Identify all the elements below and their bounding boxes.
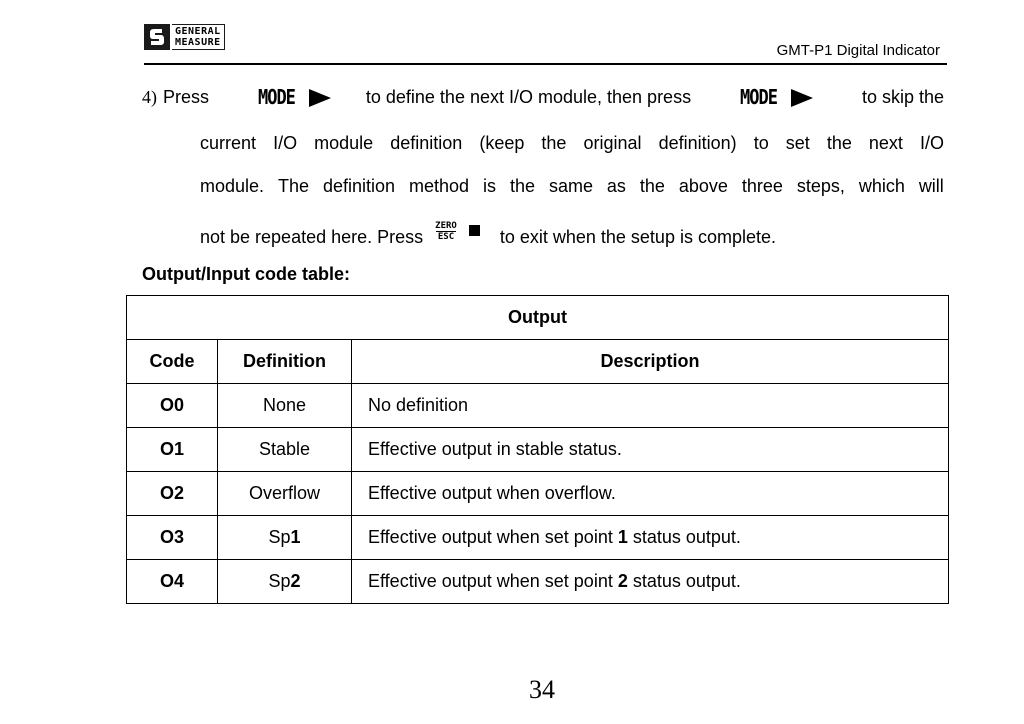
word: the	[639, 176, 665, 196]
description-number: 2	[617, 571, 628, 591]
section-header: Output	[127, 296, 949, 340]
word: definition	[322, 176, 396, 196]
word: module.	[200, 176, 265, 196]
word: definition	[390, 133, 463, 153]
cell-definition	[218, 560, 352, 604]
table-row	[127, 428, 949, 472]
logo-line-2: MEASURE	[175, 37, 221, 48]
description-number: 1	[617, 527, 628, 547]
word: will	[918, 176, 944, 196]
word: The	[278, 176, 310, 196]
word: three	[741, 176, 783, 196]
description-text: Effective output when overflow.	[368, 483, 616, 503]
column-header-description: Description	[352, 340, 949, 384]
cell-definition	[218, 384, 352, 428]
column-header-code: Code	[127, 340, 218, 384]
description-text: Effective output in stable status.	[368, 439, 622, 459]
definition-number: 2	[290, 571, 301, 591]
word: set	[785, 133, 810, 153]
word: same	[548, 176, 593, 196]
zero-label: ZERO	[435, 221, 457, 231]
table-row	[127, 516, 949, 560]
cell-description	[352, 516, 949, 560]
table-title: Output/Input code table:	[142, 264, 350, 284]
word: the	[826, 133, 852, 153]
line4-pre-text: not be repeated here. Press	[200, 227, 424, 247]
table-row	[127, 384, 949, 428]
step-line-1	[142, 87, 944, 108]
step-line-3	[200, 176, 944, 197]
cell-code: O0	[127, 384, 218, 428]
word: current	[200, 133, 257, 153]
step-line-2	[200, 133, 944, 154]
output-code-table	[126, 295, 949, 604]
definition-text: Overflow	[248, 483, 320, 503]
cell-description	[352, 384, 949, 428]
esc-label: ESC	[437, 232, 455, 242]
page-number: 34	[529, 675, 555, 704]
cell-description	[352, 560, 949, 604]
word: steps,	[796, 176, 845, 196]
description-text: Effective output when set point	[368, 527, 618, 547]
cell-code: O1	[127, 428, 218, 472]
table-section-header-row	[127, 296, 949, 340]
word: (keep	[479, 133, 525, 153]
right-triangle-icon	[791, 89, 813, 107]
press-text: Press	[163, 87, 210, 107]
word: I/O	[273, 133, 298, 153]
company-logo	[144, 24, 225, 50]
word: the	[541, 133, 567, 153]
define-next-text: to define the next I/O module, then press	[365, 87, 692, 107]
table-row	[127, 560, 949, 604]
word: original	[583, 133, 642, 153]
document-title: GMT-P1 Digital Indicator	[776, 42, 940, 59]
column-header-definition: Definition	[218, 340, 352, 384]
definition-number: 1	[290, 527, 301, 547]
logo-line-1: GENERAL	[175, 26, 221, 37]
word: the	[509, 176, 535, 196]
definition-text: None	[262, 395, 307, 415]
definition-text: Stable	[258, 439, 311, 459]
line4-post-text: to exit when the setup is complete.	[499, 227, 776, 247]
cell-definition	[218, 472, 352, 516]
cell-definition	[218, 428, 352, 472]
definition-text: Sp	[268, 571, 291, 591]
description-text: Effective output when set point	[368, 571, 618, 591]
cell-code: O2	[127, 472, 218, 516]
header-divider	[144, 63, 947, 65]
cell-code: O4	[127, 560, 218, 604]
skip-text: to skip the	[861, 87, 944, 107]
cell-description	[352, 472, 949, 516]
word: next	[868, 133, 903, 153]
word: is	[483, 176, 496, 196]
description-text: No definition	[368, 395, 469, 415]
description-text-end: status output.	[627, 527, 741, 547]
word: above	[678, 176, 728, 196]
description-text-end: status output.	[627, 571, 741, 591]
step-line-4	[200, 221, 776, 248]
step-number: 4)	[142, 87, 157, 107]
logo-wordmark	[172, 24, 225, 50]
logo-mark-icon	[144, 24, 170, 50]
word: definition)	[658, 133, 737, 153]
table-row	[127, 472, 949, 516]
definition-text: Sp	[268, 527, 291, 547]
square-icon	[469, 225, 480, 236]
word: method	[409, 176, 470, 196]
cell-definition	[218, 516, 352, 560]
table-column-header-row	[127, 340, 949, 384]
cell-code: O3	[127, 516, 218, 560]
mode-key-icon: MODE	[257, 85, 295, 110]
word: module	[314, 133, 374, 153]
zero-esc-key-icon	[435, 221, 457, 242]
word: to	[753, 133, 769, 153]
word: I/O	[919, 133, 944, 153]
mode-key-icon: MODE	[740, 85, 777, 110]
word: as	[606, 176, 626, 196]
right-triangle-icon	[309, 89, 331, 107]
word: which	[858, 176, 905, 196]
cell-description	[352, 428, 949, 472]
